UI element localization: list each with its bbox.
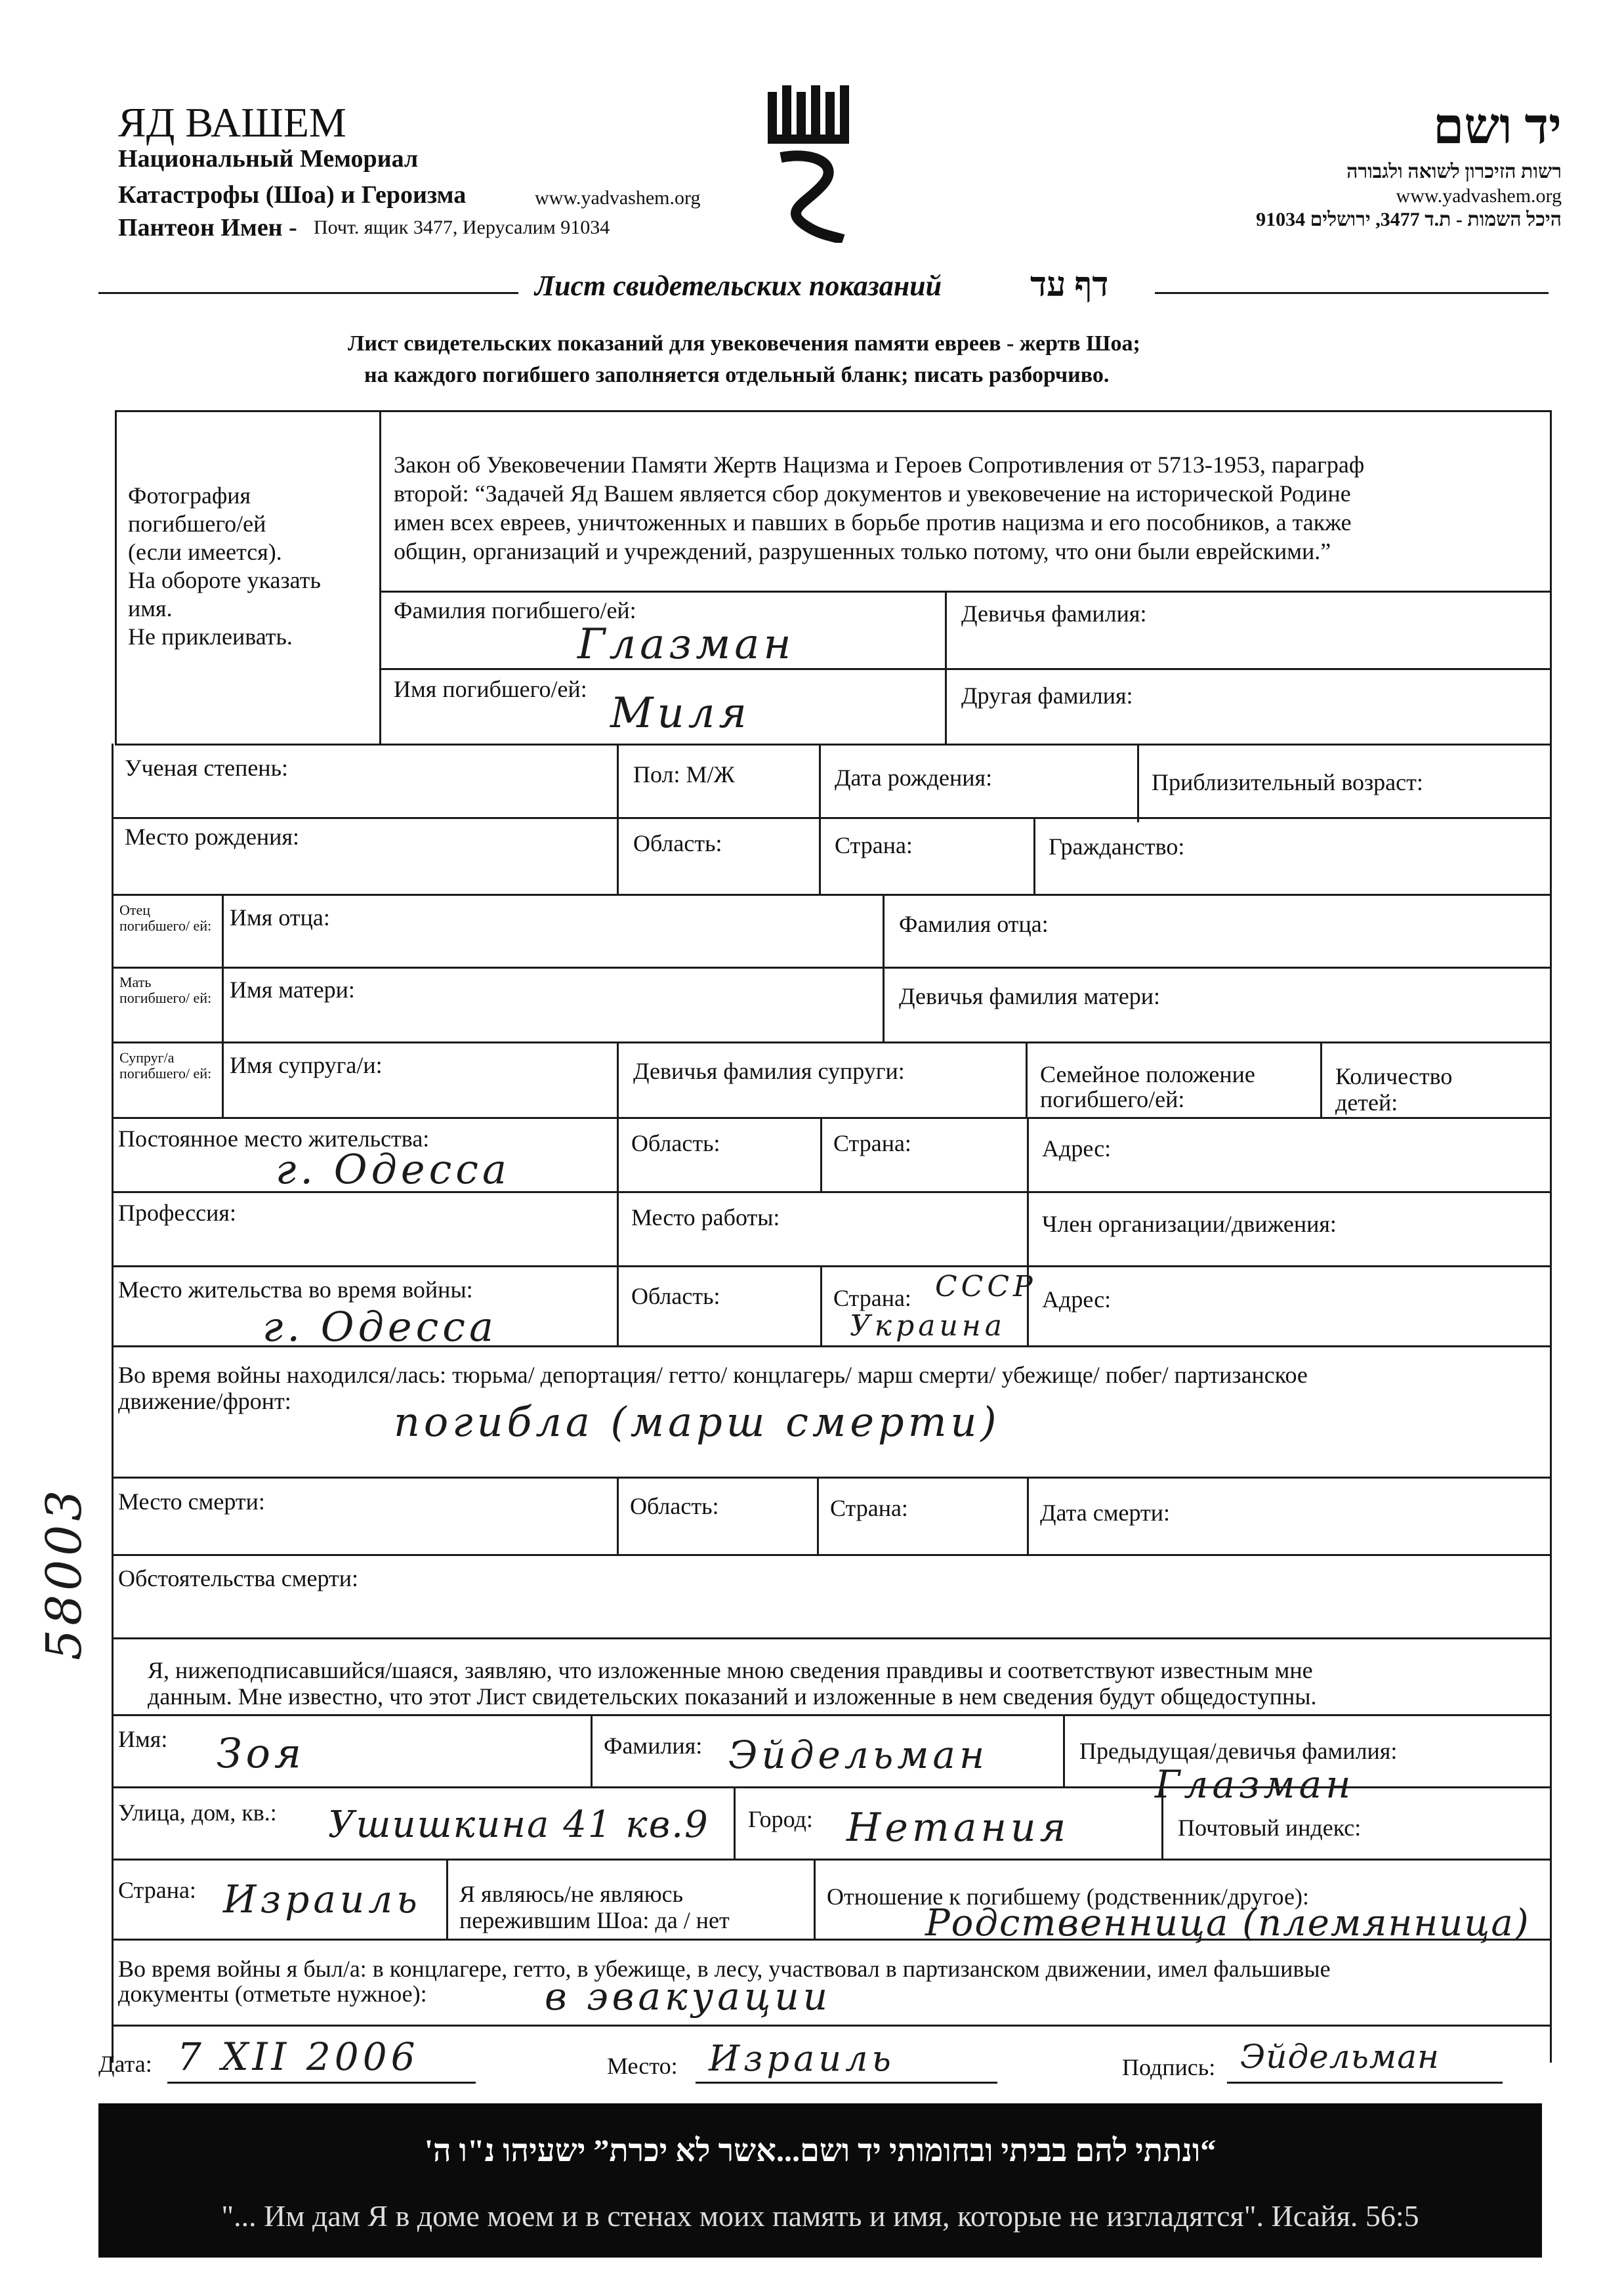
- victim-surname-label: Фамилия погибшего/ей:: [394, 597, 636, 623]
- war-region-label: Область:: [631, 1283, 720, 1309]
- war-country-value-1[interactable]: СССР: [935, 1270, 1037, 1303]
- children-count-label-1: Количество: [1335, 1063, 1453, 1089]
- organization-member-label: Член организации/движения:: [1042, 1211, 1337, 1237]
- side-record-number: 58003: [36, 1486, 93, 1660]
- birth-country-label: Страна:: [835, 832, 913, 858]
- workplace-label: Место работы:: [631, 1204, 780, 1231]
- birth-region-label: Область:: [633, 830, 722, 856]
- photo-line4: На обороте указать: [128, 567, 321, 593]
- spouse-side-label: Супруг/а погибшего/ ей:: [119, 1049, 212, 1082]
- wartime-status-line1: Во время войны я был/а: в концлагере, гетто, в убежище, в лесу, участвовал в партизанском движении, имел фальшивые: [118, 1956, 1331, 1982]
- place-value[interactable]: Израиль: [709, 2038, 895, 2079]
- submitter-surname-value[interactable]: Эйдельман: [728, 1733, 989, 1777]
- victim-first-name-value[interactable]: Миля: [610, 689, 751, 738]
- war-residence-value[interactable]: г. Одесса: [262, 1303, 497, 1351]
- permanent-residence-value[interactable]: г. Одесса: [276, 1145, 510, 1193]
- submitter-first-name-value[interactable]: Зоя: [217, 1729, 306, 1777]
- footer-quote-bar: [98, 2103, 1542, 2258]
- photo-line2: погибшего/ей: [128, 511, 266, 537]
- po-box-he: היכל השמות - ת.ד 3477, ירושלים 91034: [1256, 209, 1562, 230]
- mother-side-label: Мать погибшего/ ей:: [119, 974, 212, 1006]
- father-side-label: Отец погибшего/ ей:: [119, 902, 212, 934]
- victim-maiden-label: Девичья фамилия:: [961, 600, 1147, 627]
- residence-address-label: Адрес:: [1042, 1135, 1112, 1162]
- place-underline: [696, 2082, 997, 2084]
- father-surname-label: Фамилия отца:: [899, 911, 1049, 937]
- submitter-prev-surname-value[interactable]: Глазман: [1155, 1762, 1355, 1807]
- date-underline: [167, 2082, 476, 2084]
- submitter-country-label: Страна:: [118, 1877, 196, 1903]
- marital-status-label-1: Семейное положение: [1040, 1061, 1255, 1087]
- memorial-subtitle-line1: Национальный Мемориал: [118, 145, 419, 173]
- subtitle-he: רשות הזיכרון לשואה ולגבורה: [1346, 161, 1562, 182]
- photo-line6: Не приклеивать.: [128, 623, 293, 650]
- war-status-value[interactable]: погибла (марш смерти): [394, 1398, 1001, 1446]
- residence-country-label: Страна:: [833, 1130, 911, 1156]
- form-title-he: דף עד: [1030, 266, 1109, 304]
- yad-vashem-title-he: יד ושם: [1432, 99, 1562, 154]
- citizenship-label: Гражданство:: [1049, 833, 1185, 860]
- relation-value[interactable]: Родственница (племянница): [925, 1902, 1530, 1945]
- law-text-line4: общин, организаций и учреждений, разрушенных только потому, что они были еврейскими.”: [394, 538, 1331, 564]
- submitter-first-name-label: Имя:: [118, 1726, 168, 1752]
- street-value[interactable]: Ушишкина 41 кв.9: [328, 1803, 709, 1846]
- po-box-left: Почт. ящик 3477, Иерусалим 91034: [314, 217, 610, 238]
- yad-vashem-logo: [761, 85, 860, 243]
- permanent-residence-label: Постоянное место жительства:: [118, 1125, 430, 1152]
- signature-value[interactable]: Эйдельман: [1240, 2038, 1440, 2076]
- law-text-line2: второй: “Задачей Яд Вашем является сбор документов и увековечение на исторической Родине: [394, 480, 1351, 507]
- victim-surname-value[interactable]: Глазман: [577, 620, 795, 669]
- city-value[interactable]: Нетания: [846, 1805, 1070, 1851]
- submitter-country-value[interactable]: Израиль: [223, 1877, 421, 1922]
- death-circumstances-label: Обстоятельства смерти:: [118, 1565, 358, 1591]
- sex-label: Пол: М/Ж: [633, 761, 735, 788]
- memorial-subtitle-line3: Пантеон Имен -: [118, 214, 297, 242]
- photo-line5: имя.: [128, 595, 173, 621]
- spouse-name-label: Имя супруга/и:: [230, 1052, 383, 1078]
- war-country-value-2[interactable]: Украина: [850, 1309, 1007, 1343]
- law-text-line3: имен всех евреев, уничтоженных и павших в борьбе против нацизма и его пособников, а также: [394, 509, 1352, 536]
- instructions-line1: Лист свидетельских показаний для увековечения памяти евреев - жертв Шоа;: [348, 331, 1140, 356]
- marital-status-label-2: погибшего/ей:: [1040, 1086, 1185, 1112]
- law-text-line1: Закон об Увековечении Памяти Жертв Нацизма и Героев Сопротивления от 5713-1953, параграф: [394, 452, 1365, 478]
- residence-region-label: Область:: [631, 1130, 720, 1156]
- photo-line1: Фотография: [128, 482, 251, 509]
- footer-russian-quote: "... Им дам Я в доме моем и в стенах моих память и имя, которые не изгладятся". Исайя. 56:5: [221, 2199, 1419, 2233]
- death-region-label: Область:: [630, 1493, 719, 1519]
- wartime-status-line2: документы (отметьте нужное):: [118, 1981, 427, 2007]
- death-country-label: Страна:: [830, 1495, 908, 1521]
- degree-label: Ученая степень:: [125, 755, 288, 781]
- relation-label: Отношение к погибшему (родственник/другое):: [827, 1883, 1309, 1910]
- dob-label: Дата рождения:: [835, 765, 993, 791]
- footer-hebrew-quote: “ונתתי להם בביתי ובחומותי יד ושם...אשר לא יכרת” ישעיהו נ"ו ה': [424, 2134, 1217, 2168]
- submitter-prev-surname-label: Предыдущая/девичья фамилия:: [1079, 1738, 1398, 1764]
- title-rule-right: [1155, 292, 1549, 294]
- birthplace-label: Место рождения:: [125, 824, 300, 850]
- war-address-label: Адрес:: [1042, 1286, 1112, 1313]
- memorial-subtitle-line2: Катастрофы (Шоа) и Героизма: [118, 181, 467, 209]
- victim-other-surname-label: Другая фамилия:: [961, 683, 1133, 709]
- city-label: Город:: [748, 1806, 813, 1832]
- yad-vashem-title-ru: ЯД ВАШЕМ: [118, 99, 346, 146]
- approx-age-label: Приблизительный возраст:: [1152, 769, 1423, 795]
- date-value[interactable]: 7 XII 2006: [177, 2034, 419, 2079]
- form-title: Лист свидетельских показаний: [535, 270, 942, 302]
- zip-label: Почтовый индекс:: [1178, 1815, 1362, 1841]
- title-rule-left: [98, 292, 518, 294]
- profession-label: Профессия:: [118, 1200, 236, 1226]
- website-left: www.yadvashem.org: [535, 187, 701, 209]
- website-right: www.yadvashem.org: [1396, 185, 1562, 207]
- submitter-surname-label: Фамилия:: [604, 1733, 703, 1759]
- war-status-label-line2: движение/фронт:: [118, 1388, 291, 1414]
- death-date-label: Дата смерти:: [1040, 1500, 1171, 1526]
- date-label: Дата:: [98, 2051, 152, 2077]
- photo-line3: (если имеется).: [128, 539, 282, 565]
- father-name-label: Имя отца:: [230, 904, 330, 931]
- war-residence-label: Место жительства во время войны:: [118, 1276, 473, 1303]
- survivor-label-line1: Я являюсь/не являюсь: [459, 1881, 684, 1907]
- place-label: Место:: [607, 2053, 678, 2079]
- street-label: Улица, дом, кв.:: [118, 1799, 277, 1826]
- war-country-label: Страна:: [833, 1285, 911, 1311]
- survivor-label-line2: пережившим Шоа: да / нет: [459, 1907, 730, 1933]
- signature-label: Подпись:: [1122, 2054, 1216, 2080]
- declaration-line2: данным. Мне известно, что этот Лист свидетельских показаний и изложенные в нем сведения будут общедоступны.: [148, 1683, 1317, 1710]
- victim-first-name-label: Имя погибшего/ей:: [394, 676, 587, 702]
- mother-maiden-label: Девичья фамилия матери:: [899, 983, 1161, 1009]
- mother-name-label: Имя матери:: [230, 977, 355, 1003]
- spouse-maiden-label: Девичья фамилия супруги:: [633, 1058, 905, 1084]
- death-place-label: Место смерти:: [118, 1488, 265, 1515]
- war-status-label-line1: Во время войны находился/лась: тюрьма/ депортация/ гетто/ концлагерь/ марш смерти/ убежище/ побег/ партизанское: [118, 1362, 1308, 1388]
- declaration-line1: Я, нижеподписавшийся/шаяся, заявляю, что изложенные мною сведения правдивы и соответствуют известным мне: [148, 1657, 1313, 1683]
- signature-underline: [1227, 2082, 1503, 2084]
- children-count-label-2: детей:: [1335, 1089, 1398, 1116]
- instructions-line2: на каждого погибшего заполняется отдельный бланк; писать разборчиво.: [364, 363, 1110, 387]
- wartime-status-value[interactable]: в эвакуации: [545, 1974, 832, 2019]
